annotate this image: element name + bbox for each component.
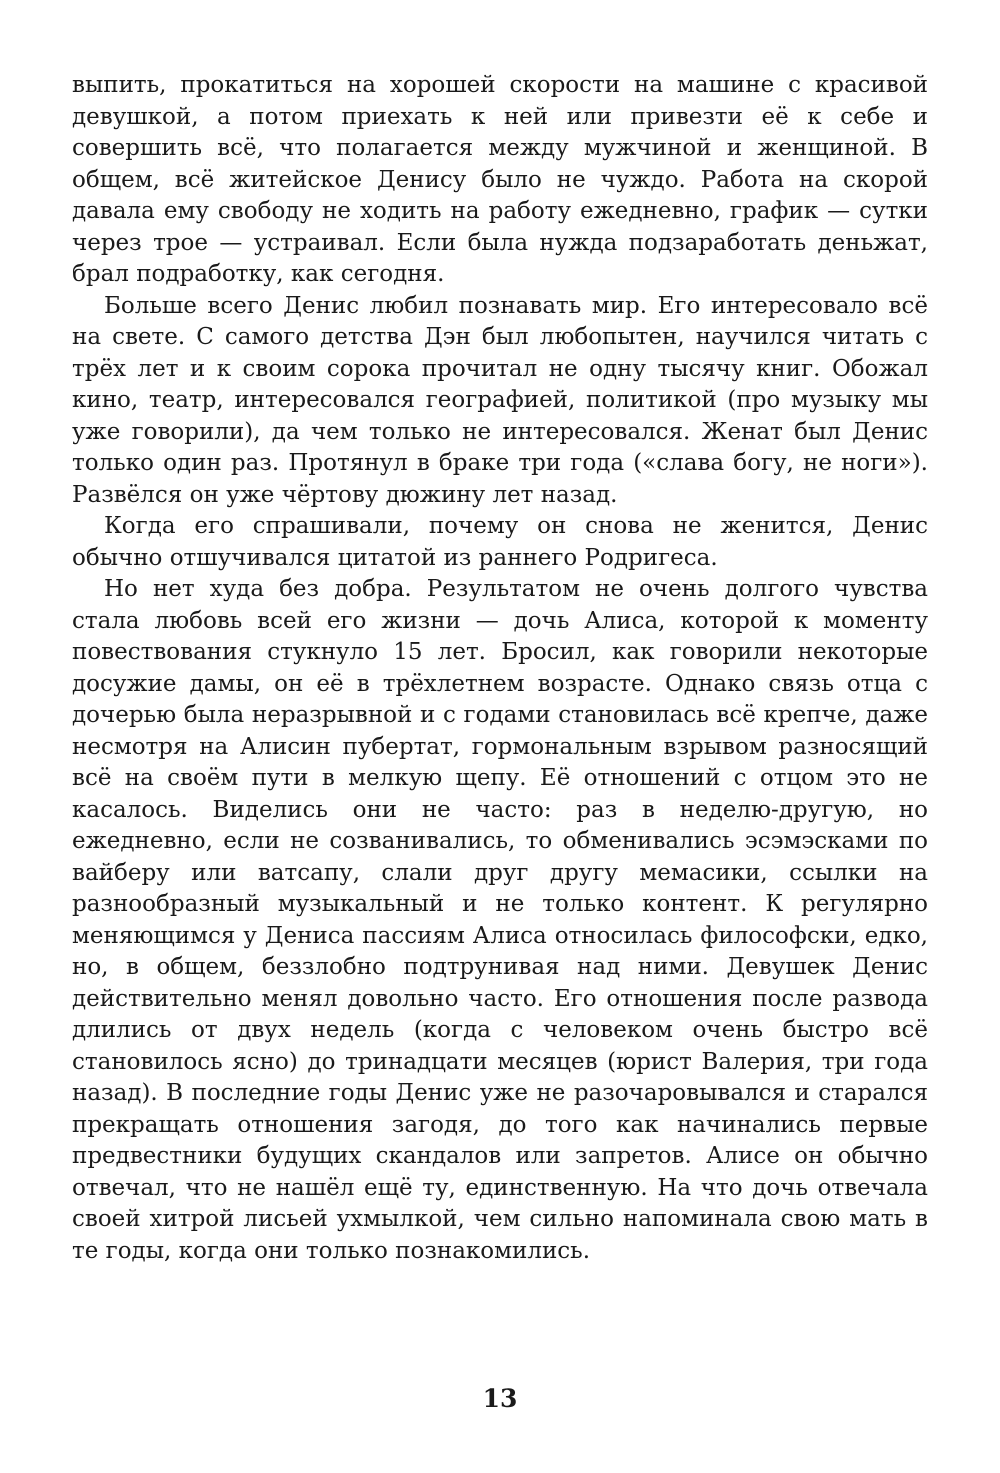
paragraph-continued: выпить, прокатиться на хорошей скорости на машине с красивой девушкой, а потом приехать к ней или привезти её к себе и совершить всё, что полагается между мужчиной и женщиной. В общем, всё житейское Денису было не чуждо. Работа на скорой давала ему свободу не ходить на работу ежедневно, график — сутки через трое — устраивал. Если была нужда подзаработать деньжат, брал подработку, как сегодня. [72, 72, 928, 287]
paragraph: Когда его спрашивали, почему он снова не женится, Денис обычно отшучивался цитатой из раннего Родригеса. [72, 513, 928, 571]
page-body [72, 70, 928, 1267]
page-number: 13 [482, 1384, 518, 1413]
paragraph: Больше всего Денис любил познавать мир. Его интересовало всё на свете. С самого детства Дэн был любопытен, научился читать с трёх лет и к своим сорока прочитал не одну тысячу книг. Обожал кино, театр, интересовался географией, политикой (про музыку мы уже говорили), да чем только не интересовался. Женат был Денис только один раз. Протянул в браке три года («слава богу, не ноги»). Развёлся он уже чёртову дюжину лет назад. [72, 292, 928, 508]
paragraph: Но нет худа без добра. Результатом не очень долгого чувства стала любовь всей его жизни — дочь Алиса, которой к моменту повествования стукнуло 15 лет. Бросил, как говорили некоторые досужие дамы, он её в трёхлетнем возрасте. Однако связь отца с дочерью была неразрывной и с годами становилась всё крепче, даже несмотря на Алисин пубертат, гормональным взрывом разносящий всё на своём пути в мелкую щепу. Её отношений с отцом это не касалось. Виделись они не часто: раз в неделю-другую, но ежедневно, если не созванивались, то обменивались эсэмэсками по вайберу или ватсапу, слали друг другу мемасики, ссылки на разнообразный музыкальный и не только контент. К регулярно меняющимся у Дениса пассиям Алиса относилась философски, едко, но, в общем, беззлобно подтрунивая над ними. Девушек Денис действительно менял довольно часто. Его отношения после развода длились от двух недель (когда с человеком очень быстро всё становилось ясно) до тринадцати месяцев (юрист Валерия, три года назад). В последние годы Денис уже не разочаровывался и старался прекращать отношения загодя, до того как начинались первые предвестники будущих скандалов или запретов. Алисе он обычно отвечал, что не нашёл ещё ту, единственную. На что дочь отвечала своей хитрой лисьей ухмылкой, чем сильно напоминала свою мать в те годы, когда они только познакомились. [72, 576, 928, 1264]
